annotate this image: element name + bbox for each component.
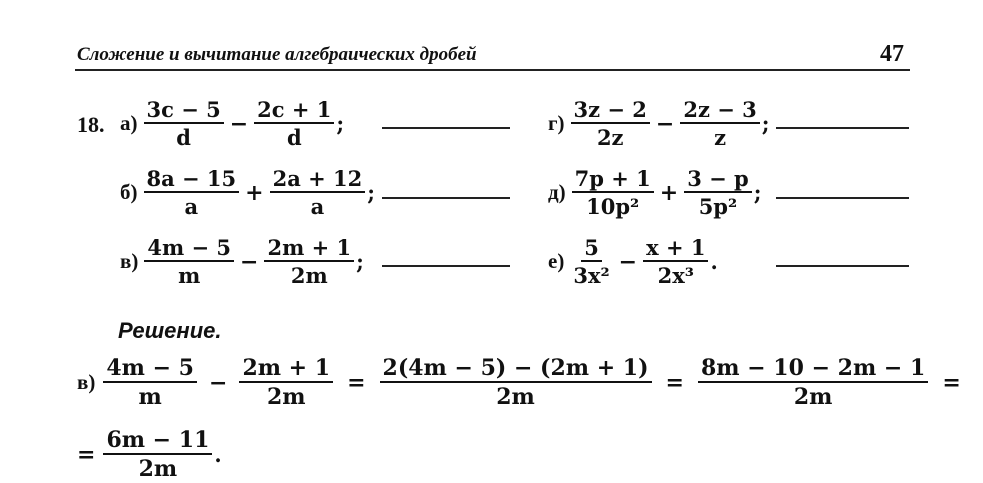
punctuation: ; bbox=[761, 111, 770, 137]
numerator: 8a − 15 bbox=[144, 167, 240, 193]
operator: + bbox=[245, 179, 264, 206]
operator: − bbox=[240, 248, 259, 275]
numerator: 2m + 1 bbox=[264, 236, 354, 262]
operator: − bbox=[655, 110, 675, 137]
fraction bbox=[380, 356, 652, 409]
denominator: 2m bbox=[793, 384, 833, 411]
denominator: m bbox=[138, 384, 162, 411]
fraction bbox=[144, 167, 240, 218]
section-title: Сложение и вычитание алгебраических дробей bbox=[77, 44, 477, 65]
denominator: 2m bbox=[290, 263, 328, 289]
denominator: 2m bbox=[138, 456, 178, 483]
item-label: а) bbox=[120, 111, 138, 136]
fraction bbox=[680, 98, 759, 149]
denominator: 2x³ bbox=[657, 263, 694, 289]
exercise-g bbox=[548, 98, 769, 149]
operator: − bbox=[229, 110, 249, 137]
numerator: 2m + 1 bbox=[239, 356, 333, 383]
punctuation: ; bbox=[367, 180, 376, 206]
answer-blank bbox=[382, 197, 510, 199]
equals-sign: = bbox=[665, 369, 684, 396]
denominator: m bbox=[178, 263, 201, 289]
fraction bbox=[144, 98, 224, 149]
item-label: е) bbox=[548, 249, 565, 274]
item-label: в) bbox=[120, 249, 139, 274]
denominator: 2m bbox=[266, 384, 306, 411]
denominator: d bbox=[176, 125, 191, 151]
solution-line-1 bbox=[77, 356, 961, 409]
numerator: 5 bbox=[581, 236, 602, 262]
numerator: 4m − 5 bbox=[144, 236, 234, 262]
exercise-d bbox=[548, 167, 761, 218]
denominator: 2z bbox=[596, 125, 624, 151]
exercise-b bbox=[120, 167, 375, 218]
equals-sign: = bbox=[942, 369, 961, 396]
numerator: 3z − 2 bbox=[571, 98, 650, 124]
punctuation: ; bbox=[336, 111, 345, 137]
item-label: в) bbox=[77, 370, 96, 395]
numerator: 2a + 12 bbox=[270, 167, 366, 193]
solution-heading: Решение. bbox=[118, 318, 222, 343]
operator: − bbox=[209, 369, 228, 396]
fraction bbox=[254, 98, 334, 149]
fraction bbox=[103, 428, 212, 481]
denominator: a bbox=[310, 194, 325, 220]
header-rule bbox=[75, 69, 910, 71]
item-label: д) bbox=[548, 180, 566, 205]
denominator: 5p² bbox=[698, 194, 738, 220]
equals-sign: = bbox=[347, 369, 366, 396]
denominator: z bbox=[714, 125, 726, 151]
exercise-v bbox=[120, 236, 364, 287]
equals-sign: = bbox=[77, 441, 96, 468]
numerator: 6m − 11 bbox=[103, 428, 212, 455]
fraction bbox=[264, 236, 354, 287]
answer-blank bbox=[382, 127, 510, 129]
numerator: 2c + 1 bbox=[254, 98, 334, 124]
numerator: 2z − 3 bbox=[680, 98, 759, 124]
punctuation: . bbox=[214, 442, 222, 468]
item-label: б) bbox=[120, 180, 138, 205]
fraction bbox=[571, 98, 650, 149]
numerator: 7p + 1 bbox=[572, 167, 654, 193]
problem-number: 18. bbox=[77, 112, 105, 137]
fraction bbox=[239, 356, 333, 409]
denominator: d bbox=[286, 125, 302, 151]
numerator: x + 1 bbox=[643, 236, 708, 262]
fraction bbox=[698, 356, 928, 409]
fraction bbox=[572, 167, 654, 218]
denominator: 2m bbox=[496, 384, 535, 411]
answer-blank bbox=[776, 197, 909, 199]
fraction bbox=[684, 167, 752, 218]
fraction bbox=[270, 167, 366, 218]
punctuation: ; bbox=[356, 249, 364, 275]
denominator: 3x² bbox=[573, 263, 610, 289]
denominator: a bbox=[184, 194, 199, 220]
punctuation: ; bbox=[753, 180, 762, 206]
numerator: 2(4m − 5) − (2m + 1) bbox=[380, 356, 652, 383]
fraction bbox=[144, 236, 234, 287]
answer-blank bbox=[382, 265, 510, 267]
exercise-e bbox=[548, 236, 718, 287]
fraction bbox=[103, 356, 197, 409]
numerator: 3c − 5 bbox=[144, 98, 224, 124]
punctuation: . bbox=[710, 249, 718, 275]
answer-blank bbox=[776, 127, 909, 129]
operator: − bbox=[618, 248, 638, 275]
item-label: г) bbox=[548, 111, 565, 136]
answer-blank bbox=[776, 265, 909, 267]
fraction bbox=[570, 236, 612, 287]
solution-line-2 bbox=[77, 428, 222, 481]
denominator: 10p² bbox=[586, 194, 640, 220]
exercise-a bbox=[120, 98, 344, 149]
numerator: 3 − p bbox=[684, 167, 752, 193]
numerator: 4m − 5 bbox=[103, 356, 197, 383]
operator: + bbox=[659, 179, 679, 206]
fraction bbox=[643, 236, 708, 287]
numerator: 8m − 10 − 2m − 1 bbox=[698, 356, 928, 383]
page-number: 47 bbox=[880, 41, 904, 67]
